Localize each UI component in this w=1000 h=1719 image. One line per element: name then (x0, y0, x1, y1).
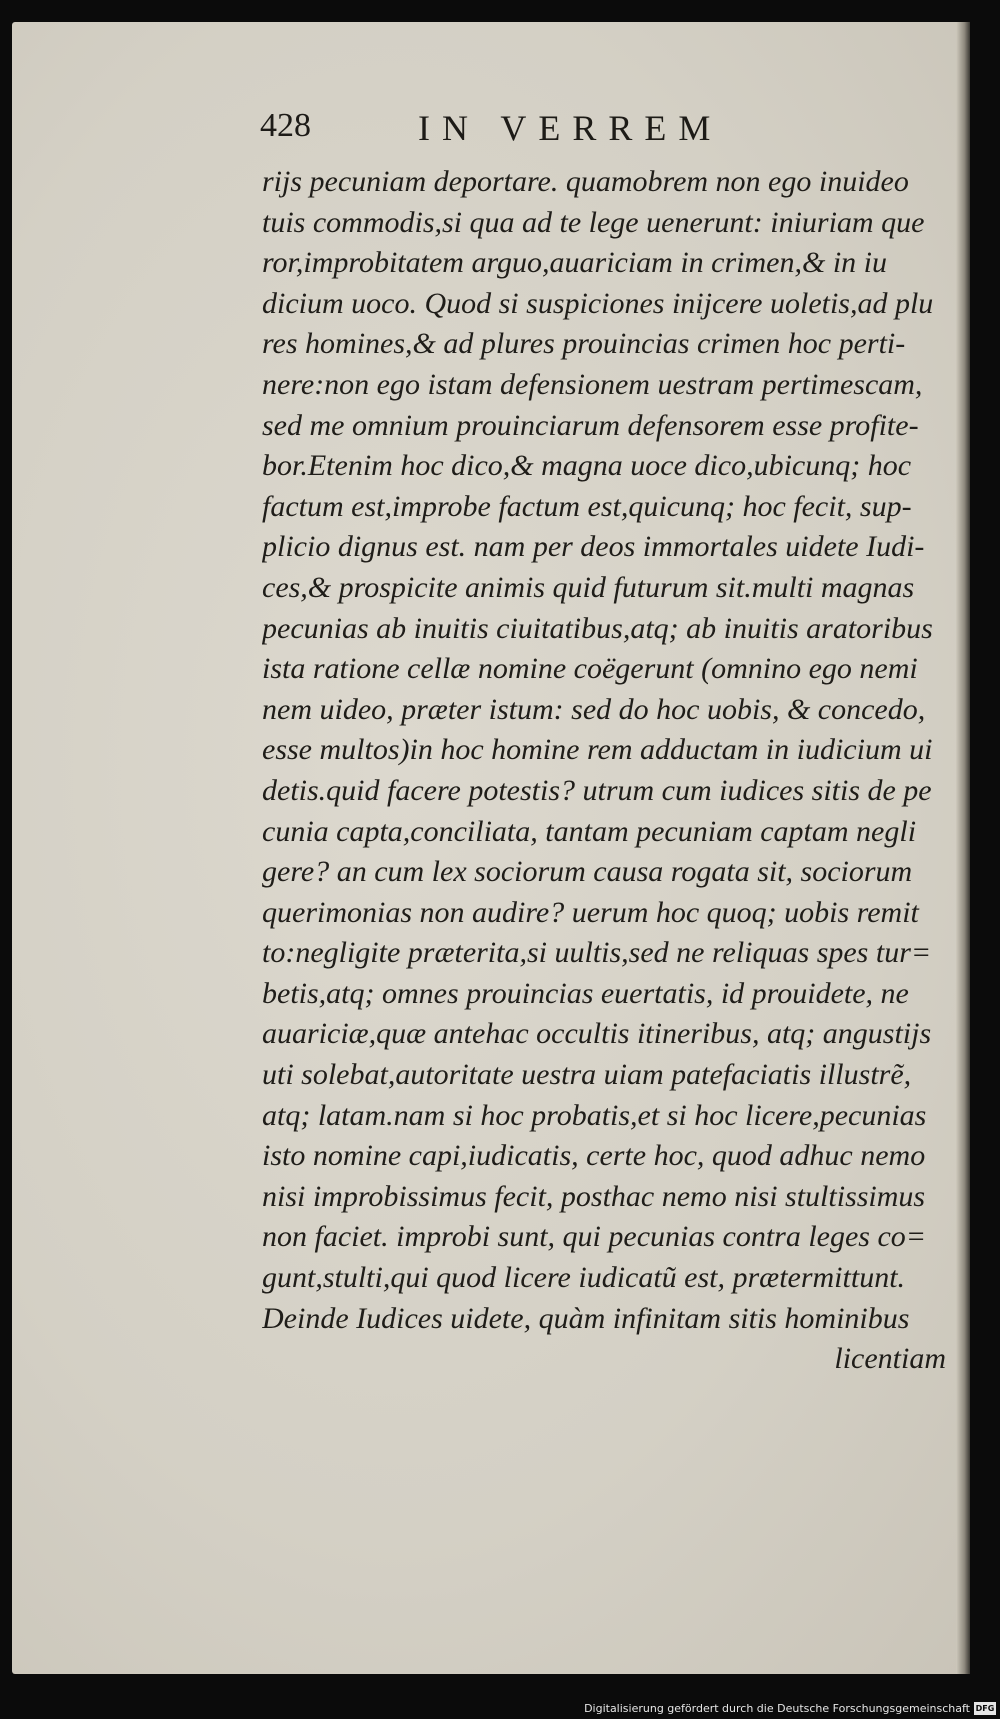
text-line: non faciet. improbi sunt, qui pecunias contra leges co= (262, 1220, 927, 1254)
text-line: gunt,stulti,qui quod licere iudicatũ est, prætermittunt. (262, 1261, 906, 1295)
text-line: factum est,improbe factum est,quicunq; hoc fecit, sup- (262, 489, 912, 523)
text-line: ces,& prospicite animis quid futurum sit.multi magnas (262, 570, 915, 604)
footer-bar (0, 1699, 1000, 1715)
funding-credit: Digitalisierung gefördert durch die Deutsche Forschungsgemeinschaft (584, 1702, 970, 1715)
running-title: IN VERREM (418, 108, 723, 148)
text-line: bor.Etenim hoc dico,& magna uoce dico,ubicunq; hoc (262, 449, 912, 483)
text-line: uti solebat,autoritate uestra uiam patefaciatis illustrẽ, (262, 1058, 912, 1092)
text-line: nem uideo, præter istum: sed do hoc uobis, & concedo, (262, 692, 926, 726)
text-line: ror,improbitatem arguo,auariciam in crimen,& in iu (262, 246, 887, 280)
text-line: res homines,& ad plures prouincias crimen hoc perti- (262, 327, 906, 361)
running-head (260, 107, 820, 155)
text-line: querimonias non audire? uerum hoc quoq; uobis remit (262, 895, 919, 929)
text-line: tuis commodis,si qua ad te lege uenerunt: iniuriam que (262, 205, 925, 239)
text-line: dicium uoco. Quod si suspiciones inijcere uoletis,ad plu (262, 286, 934, 320)
dfg-logo-icon: DFG (975, 1704, 995, 1713)
text-line: nisi improbissimus fecit, posthac nemo nisi stultissimus (262, 1179, 926, 1213)
text-line: nere:non ego istam defensionem uestram pertimescam, (262, 367, 923, 401)
text-line: auariciæ,quæ antehac occultis itineribus, atq; angustijs (262, 1017, 932, 1051)
text-line: rijs pecuniam deportare. quamobrem non ego inuideo (262, 165, 909, 198)
text-line: pecunias ab inuitis ciuitatibus,atq; ab inuitis aratoribus (262, 611, 933, 645)
book-page (12, 22, 970, 1674)
text-line: isto nomine capi,iudicatis, certe hoc, quod adhuc nemo (262, 1139, 926, 1173)
text-line: gere? an cum lex sociorum causa rogata sit, sociorum (262, 855, 913, 889)
text-line: ista ratione cellæ nomine coëgerunt (omnino ego nemi (262, 652, 918, 686)
page-number: 428 (260, 107, 311, 144)
text-line: plicio dignus est. nam per deos immortales uidete Iudi- (262, 530, 925, 564)
text-line: sed me omnium prouinciarum defensorem esse profite- (262, 408, 919, 442)
text-line: cunia capta,conciliata, tantam pecuniam captam negli (262, 814, 917, 848)
page-gutter (956, 22, 970, 1674)
text-line: detis.quid facere potestis? utrum cum iudices sitis de pe (262, 773, 932, 807)
text-line: betis,atq; omnes prouincias euertatis, id prouidete, ne (262, 976, 909, 1010)
text-line: atq; latam.nam si hoc probatis,et si hoc licere,pecunias (262, 1098, 927, 1132)
text-line: Deinde Iudices uidete, quàm infinitam sitis hominibus (262, 1301, 910, 1335)
text-line: to:negligite præterita,si uultis,sed ne reliquas spes tur= (262, 936, 932, 970)
catchword: licentiam (834, 1342, 946, 1376)
body-text (262, 162, 952, 1380)
text-line: esse multos)in hoc homine rem adductam in iudicium ui (262, 733, 933, 767)
